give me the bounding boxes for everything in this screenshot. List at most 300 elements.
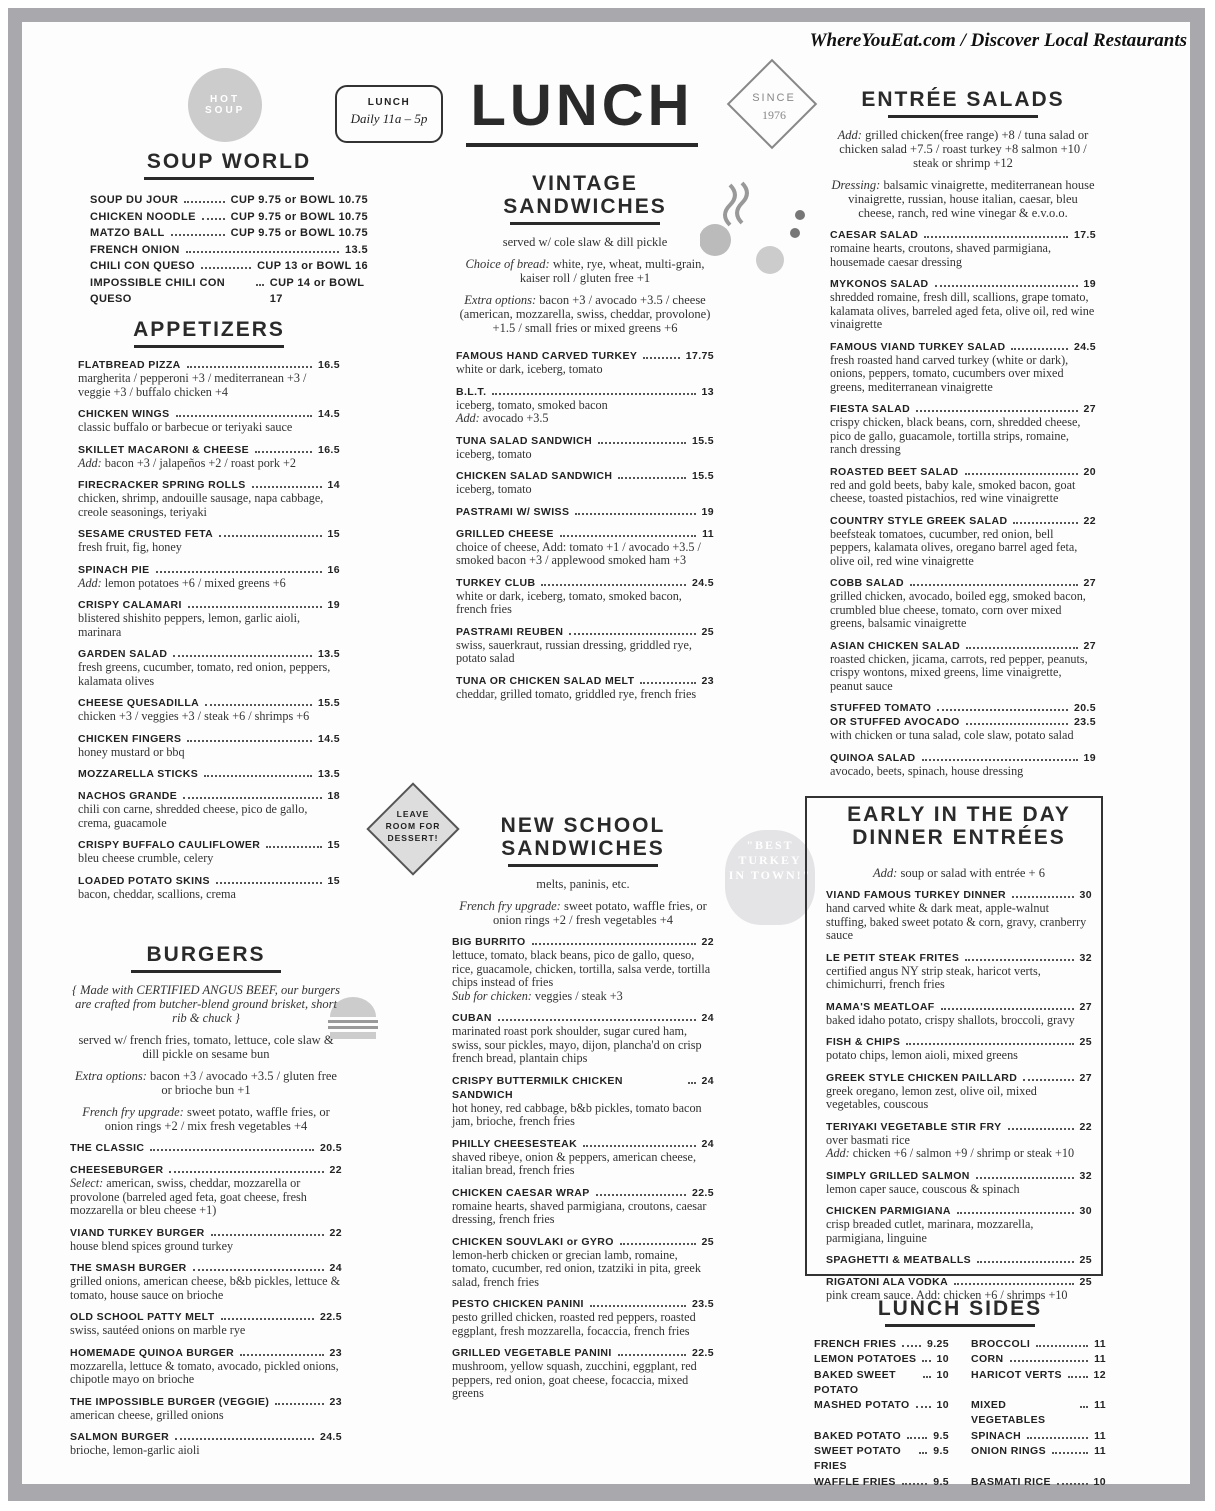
item-name: CORN [971,1353,1004,1366]
menu-items [78,358,340,901]
item-price: 25 [1079,1254,1092,1266]
menu-item [826,1071,1092,1112]
item-name: BASMATI RICE [971,1475,1051,1488]
item-name: COUNTRY STYLE GREEK SALAD [830,514,1008,527]
item-row [826,1204,1092,1218]
dot-leader [532,943,696,945]
item-price: 24.5 [1073,340,1096,353]
section-note [70,983,342,1025]
dot-leader [252,486,322,488]
item-price: 9.5 [933,1429,949,1442]
item-row [456,434,714,448]
item-description [830,729,1096,743]
description-label: Add: [78,455,102,470]
item-description [78,888,340,902]
item-price: 23 [701,674,714,687]
item-price: 27 [1083,577,1096,589]
item-row [826,1120,1092,1134]
section-note [826,866,1092,880]
item-name: SALMON BURGER [70,1431,170,1443]
item-row [826,1253,1092,1267]
description-text: fresh roasted hand carved turkey (white or dark), onions, peppers, tomato, cucumbers over mixed greens, mediterranean vinaigrette [830,352,1069,394]
description-text: certified angus NY strip steak, haricot verts, chimichurri, french fries [826,963,1041,991]
item-row [971,1352,1106,1367]
item-price: 11 [1094,1429,1106,1442]
item-row [456,505,714,519]
item-row [78,358,340,372]
item-description [830,590,1096,631]
menu-item [70,1310,342,1338]
item-name: SPINACH PIE [78,563,150,576]
dot-leader [560,535,696,537]
item-addon [452,990,714,1004]
item-row [830,576,1096,590]
item-name: CHILI CON QUESO [90,260,196,272]
lunch-hours-badge [335,85,443,143]
item-description [78,852,340,866]
menu-items [90,192,368,308]
item-description [830,765,1096,779]
item-row [78,767,340,781]
item-row [70,1430,342,1444]
item-description [452,949,714,990]
item-price: 27 [1079,1071,1092,1084]
menu-item [814,1475,949,1490]
section-rule [134,345,284,348]
dot-leader [541,584,685,586]
item-row [830,228,1096,242]
item-name: CHICKEN PARMIGIANA [826,1205,951,1217]
item-row [456,625,714,639]
item-description [830,653,1096,694]
item-description [826,1049,1092,1063]
item-row [971,1429,1106,1444]
item-name: MOZZARELLA STICKS [78,768,199,780]
page-title: LUNCH [470,73,694,138]
dot-leader [492,393,695,395]
item-name: CHICKEN FINGERS [78,732,182,745]
description-text: mushroom, yellow squash, zucchini, eggplant, red peppers, red onion, goat cheese, focaccia, mixed greens [452,1359,697,1400]
section-title: VINTAGE SANDWICHES [503,172,667,218]
soup-section [90,150,368,308]
turkey-badge: "BEST TURKEY IN TOWN!" [728,838,812,882]
section-rule [888,115,1038,118]
item-name: COBB SALAD [830,577,904,589]
menu-item [830,402,1096,457]
item-description [456,363,714,377]
entree-salads-section [830,88,1096,786]
dot-leader [175,1438,314,1440]
item-price: 9.25 [926,1338,949,1350]
item-name: CHEESEBURGER [70,1164,164,1176]
description-text: swiss, sautéed onions on marble rye [70,1323,246,1337]
description-text: white or dark, iceberg, tomato, smoked bacon, french fries [456,588,682,616]
lunch-hours: Daily 11a – 5p [350,111,428,126]
dot-leader [590,1305,686,1307]
item-row [78,407,340,421]
note-label: French fry upgrade: [82,1105,184,1119]
item-price: CUP 9.75 or BOWL 10.75 [230,194,368,206]
item-row [452,1074,714,1102]
description-label: Select: [70,1176,104,1190]
note-label: Extra options: [75,1069,147,1083]
item-description [830,242,1096,269]
item-name: FRENCH FRIES [814,1338,897,1350]
item-price: 32 [1079,951,1092,964]
addon-text: chicken +6 / salmon +9 / shrimp or steak +10 [852,1146,1075,1160]
item-description [78,372,340,399]
item-price: 10 [936,1353,949,1366]
item-name: THE IMPOSSIBLE BURGER (VEGGIE) [70,1395,270,1408]
dot-leader [935,285,1078,287]
item-price: 19 [701,505,714,518]
dot-leader [266,846,321,848]
item-name: BIG BURRITO [452,936,526,948]
bacon-tomato-illustration [700,175,820,285]
item-price: 20.5 [319,1142,342,1154]
item-row [830,277,1096,291]
item-description [830,416,1096,457]
section-rule [885,1324,1035,1327]
menu-items [826,888,1092,1303]
item-row [70,1163,342,1177]
dot-leader [211,1234,324,1236]
item-name: VIAND TURKEY BURGER [70,1226,205,1239]
dot-leader [924,236,1068,238]
dot-leader [957,1212,1074,1214]
item-price: 30 [1079,1205,1092,1217]
menu-item [70,1163,342,1218]
item-name: CHEESE QUESADILLA [78,697,200,709]
menu-item [78,443,340,471]
item-price: 15.5 [317,697,340,709]
item-price: 19 [327,599,340,611]
section-note [70,1033,342,1061]
dot-leader [965,473,1078,475]
description-text: with chicken or tuna salad, cole slaw, potato salad [830,728,1074,742]
description-text: fresh greens, cucumber, tomato, red onion, peppers, kalamata olives [78,660,331,688]
item-price: 10 [936,1368,949,1381]
dot-leader [618,477,686,479]
menu-item [456,505,714,519]
item-description [452,1360,714,1401]
description-text: romaine hearts, shaved parmigiana, croutons, caesar dressing, french fries [452,1198,707,1226]
item-name: MIXED VEGETABLES [971,1399,1046,1427]
menu-items [452,935,714,1401]
item-price: 22.5 [319,1311,342,1323]
menu-item [70,1141,342,1155]
item-description [78,457,340,471]
menu-item [971,1337,1106,1352]
description-text: chicken, shrimp, andouille sausage, napa cabbage, creole seasonings, teriyaki [78,491,324,519]
item-price: 15.5 [691,434,714,447]
description-text: iceberg, tomato [456,446,532,461]
item-row [826,951,1092,965]
item-description [78,577,340,591]
item-price: CUP 14 or BOWL 17 [269,276,365,305]
item-price: 17.5 [1073,229,1096,241]
dot-leader [205,704,312,706]
section-title: EARLY IN THE DAY DINNER ENTRÉES [847,803,1071,849]
item-name: FRENCH ONION [90,243,180,256]
burgers-section [70,943,342,1466]
menu-item [971,1475,1106,1490]
item-price: 22 [701,936,714,948]
item-name: CHICKEN NOODLE [90,210,196,223]
dot-leader [221,1318,314,1320]
menu-item [90,192,368,209]
dessert-badge: LEAVE ROOM FOR DESSERT! [385,809,441,843]
appetizers-section [78,318,340,909]
addon-label: Add: [456,411,480,425]
item-price: 22 [1079,1120,1092,1133]
description-text: pesto grilled chicken, roasted red peppers, roasted eggplant, fresh mozzarella, focaccia, french fries [452,1310,696,1338]
section-rule [144,177,314,180]
item-name: RIGATONI ALA VODKA [826,1276,949,1288]
item-row [78,443,340,457]
description-text: lemon caper sauce, couscous & spinach [826,1181,1020,1196]
item-price: 16 [327,563,340,576]
description-text: shaved ribeye, onion & peppers, american cheese, italian bread, french fries [452,1149,696,1177]
item-price: 24 [701,1137,714,1150]
item-price: 24.5 [319,1431,342,1443]
item-price: 30 [1079,889,1092,901]
item-description [70,1275,342,1302]
dot-leader [184,201,224,203]
item-description [826,1218,1092,1245]
menu-item [971,1368,1106,1399]
item-row [826,1071,1092,1085]
section-rule [131,970,281,973]
dot-leader [169,1171,323,1173]
item-price: 13.5 [317,768,340,780]
item-price: 18 [327,790,340,802]
item-price: 24.5 [691,576,714,589]
item-name: MYKONOS SALAD [830,278,929,290]
menu-item [452,935,714,1003]
menu-item [456,674,714,702]
item-description [70,1409,342,1423]
item-description [830,528,1096,569]
item-name: MASHED POTATO [814,1399,910,1412]
item-price: 23 [329,1346,342,1359]
item-description [830,354,1096,395]
dot-leader [1057,1483,1088,1485]
item-description [456,448,714,462]
description-text: iceberg, tomato [456,482,532,496]
menu-item [90,275,368,308]
item-name: VIAND FAMOUS TURKEY DINNER [826,889,1006,901]
item-row [78,789,340,803]
description-text: hand carved white & dark meat, apple-walnut stuffing, baked sweet potato & corn, gravy, cranberry sauce [826,901,1087,942]
item-name: TURKEY CLUB [456,576,536,589]
item-price: 23.5 [1073,716,1096,728]
item-row [452,1235,714,1249]
item-price: 25 [701,625,714,638]
item-description [78,541,340,555]
item-price: 13.5 [344,243,368,256]
item-price: 11 [1094,1399,1106,1412]
item-row [826,888,1092,902]
dot-leader [1010,1360,1089,1362]
item-description [70,1360,342,1387]
menu-item [826,1253,1092,1267]
item-price: 11 [1094,1353,1106,1366]
menu-item [830,576,1096,631]
dot-leader [171,234,225,236]
menu-item [452,1235,714,1290]
addon-text: avocado +3.5 [482,411,549,425]
item-price: 10 [1093,1475,1106,1488]
item-price: 24 [701,1074,714,1087]
item-price: 19 [1083,751,1096,764]
note-text: sweet potato, waffle fries, or onion rings +2 / fresh vegetables +4 [492,899,707,927]
dot-leader [598,442,686,444]
item-price: 25 [701,1235,714,1248]
item-row [90,225,368,242]
description-text: bacon, cheddar, scallions, crema [78,886,236,901]
description-text: margherita / pepperoni +3 / mediterranean +3 / veggie +3 / buffalo chicken +4 [78,371,307,399]
description-text: romaine hearts, croutons, shaved parmigiana, housemade caesar dressing [830,241,1051,269]
item-price: 23.5 [691,1298,714,1310]
dot-leader [965,959,1073,961]
item-price: 11 [702,527,714,540]
item-name: TUNA SALAD SANDWICH [456,434,593,447]
item-description [78,661,340,688]
item-name: SPINACH [971,1429,1022,1442]
note-label: Choice of bread: [465,257,550,271]
item-name: GREEK STYLE CHICKEN PAILLARD [826,1071,1018,1084]
menu-item [78,478,340,519]
dot-leader [902,1345,921,1347]
item-row [814,1475,949,1490]
item-name: FLATBREAD PIZZA [78,359,181,371]
description-text: over basmati rice [826,1132,910,1147]
dot-leader [1068,1376,1088,1378]
dot-leader [976,1177,1074,1179]
note-label: French fry upgrade: [459,899,561,913]
item-name: FIESTA SALAD [830,403,911,415]
section-note [70,1069,342,1097]
dot-leader [922,1360,930,1362]
item-description [70,1177,342,1218]
menu-item [814,1337,949,1352]
item-row [452,1011,714,1025]
section-rule [508,864,658,867]
section-title: ENTRÉE SALADS [861,88,1065,111]
description-text: honey mustard or bbq [78,744,185,759]
menu-item [78,767,340,781]
dot-leader [954,1283,1073,1285]
menu-item [830,701,1096,743]
item-description [78,612,340,639]
item-name: B.L.T. [456,385,487,398]
dot-leader [902,1483,927,1485]
dot-leader [1036,1345,1088,1347]
menu-item [70,1346,342,1387]
item-price: 16.5 [317,359,340,371]
item-row [78,732,340,746]
note-label: Extra options: [464,293,537,307]
item-description [70,1444,342,1458]
description-text: hot honey, red cabbage, b&b pickles, tomato bacon jam, brioche, french fries [452,1100,702,1128]
description-text: american cheese, grilled onions [70,1407,224,1422]
note-text: served w/ french fries, tomato, lettuce, cole slaw & dill pickle on sesame bun [78,1033,334,1061]
item-price: 14.5 [317,408,340,420]
description-text: bleu cheese crumble, celery [78,851,214,865]
item-row [78,563,340,577]
description-text: chili con carne, shredded cheese, pico de gallo, crema, guacamole [78,802,308,830]
item-row [452,1137,714,1151]
item-price: 27 [1083,403,1096,415]
item-name: FIRECRACKER SPRING ROLLS [78,479,246,491]
section-title: APPETIZERS [133,318,285,341]
menu-item [830,277,1096,332]
menu-item [830,514,1096,569]
item-name: LEMON POTATOES [814,1353,917,1366]
menu-item [826,888,1092,943]
section-note [830,128,1096,170]
addon-label: Sub for chicken: [452,988,532,1003]
description-text: baked idaho potato, crispy shallots, broccoli, gravy [826,1012,1075,1027]
item-row [830,514,1096,528]
note-text: served w/ cole slaw & dill pickle [502,235,668,249]
item-row [814,1368,949,1399]
item-row [70,1226,342,1240]
item-name: STUFFED TOMATO [830,702,932,714]
dot-leader [937,709,1068,711]
item-row [452,1297,714,1311]
item-row [78,838,340,852]
item-price: 22.5 [691,1347,714,1359]
hot-soup-label: HOT SOUP [205,94,246,116]
item-price: 14 [327,479,340,491]
item-name: BAKED SWEET POTATO [814,1368,896,1396]
item-description [826,1085,1092,1112]
menu-item [78,407,340,435]
menu-item [971,1352,1106,1367]
dot-leader [498,1019,696,1021]
description-text: mozzarella, lettuce & tomato, avocado, pickled onions, chipotle mayo on brioche [70,1358,339,1386]
item-price: 16.5 [317,443,340,456]
item-price: CUP 13 or BOWL 16 [257,260,368,272]
item-name: GRILLED VEGETABLE PANINI [452,1347,612,1359]
dot-leader [1023,1079,1073,1081]
dot-leader [183,797,321,799]
item-row [90,275,368,308]
section-note [70,1105,342,1133]
note-text: bacon +3 / avocado +3.5 / gluten free or brioche bun +1 [150,1069,337,1097]
item-row [456,385,714,399]
item-price: 20.5 [1073,702,1096,714]
item-name: GRILLED CHEESE [456,527,554,540]
item-price: 22 [329,1164,342,1176]
menu-item [452,1297,714,1338]
dot-leader [173,655,312,657]
dot-leader [255,451,312,453]
item-name: PASTRAMI REUBEN [456,625,564,638]
description-text: marinated roast pork shoulder, sugar cured ham, swiss, sour pickles, mayo, dijon, plancha'd on crisp french bread, plantain chips [452,1024,702,1065]
description-text: roasted chicken, jicama, carrots, red pepper, peanuts, crispy wontons, mixed greens, lime vinaigrette, peanut sauce [830,651,1088,693]
description-label: Add: [78,575,102,590]
item-description [452,1151,714,1178]
item-row [971,1337,1106,1352]
section-note [456,257,714,285]
description-text: grilled onions, american cheese, b&b pickles, lettuce & tomato, house sauce on brioche [70,1274,341,1302]
section-note [452,899,714,927]
item-description [78,421,340,435]
section-note [456,235,714,249]
